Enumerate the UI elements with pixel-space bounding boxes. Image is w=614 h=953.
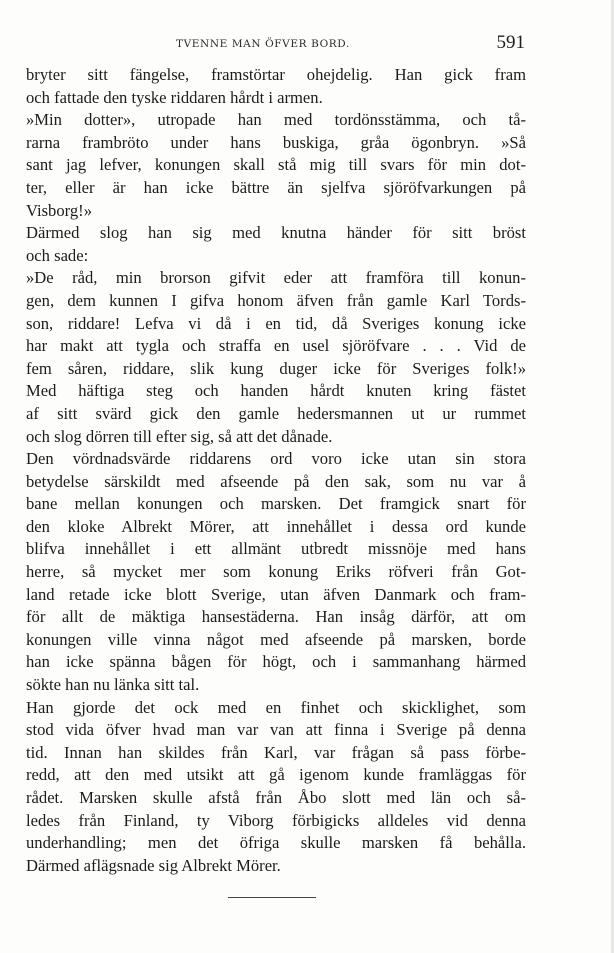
text-line: tid. Innan han skildes från Karl, var frågan så pass förbe- bbox=[26, 742, 526, 762]
text-line: Visborg!» bbox=[26, 200, 92, 220]
page-number: 591 bbox=[496, 32, 525, 53]
text-line: af sitt svärd gick den gamle hedersmannen ut ur rummet bbox=[26, 403, 526, 423]
text-line: herre, så mycket mer som konung Eriks röfveri från Got- bbox=[26, 562, 526, 582]
text-line: gen, dem kunnen I gifva honom äfven från gamle Karl Tords- bbox=[26, 290, 526, 310]
text-line: bryter sitt fängelse, framstörtar ohejdelig. Han gick fram bbox=[26, 65, 526, 84]
text-line: redd, att den med utsikt att gå igenom kunde framläggas för bbox=[26, 765, 526, 785]
text-line: Han gjorde det ock med en finhet och skicklighet, som bbox=[26, 697, 526, 717]
text-line: för allt de mäktiga hansestäderna. Han insåg därför, att om bbox=[26, 607, 526, 627]
text-line: han icke spänna bågen för högt, och i sammanhang härmed bbox=[26, 652, 526, 672]
text-line: bane mellan konungen och marsken. Det framgick snart för bbox=[26, 494, 526, 514]
running-title: TVENNE MAN ÖFVER BORD. bbox=[176, 38, 350, 50]
text-line: och sade: bbox=[26, 245, 89, 265]
text-line: den kloke Albrekt Mörer, att innehållet i dessa ord kunde bbox=[26, 516, 526, 536]
text-line: Därmed aflägsnade sig Albrekt Mörer. bbox=[26, 855, 281, 875]
text-line: betydelse särskildt med afseende på den sak, som nu var å bbox=[26, 471, 526, 491]
text-line: fem såren, riddare, slik kung duger icke för Sveriges folk!» bbox=[26, 358, 526, 378]
text-line: »Min dotter», utropade han med tordönsstämma, och tå- bbox=[26, 110, 526, 130]
text-line: har makt att tygla och straffa en usel sjöröfvare . . . Vid de bbox=[26, 336, 526, 356]
text-line: son, riddare! Lefva vi då i en tid, då Sveriges konung icke bbox=[26, 313, 526, 333]
text-line: ter, eller är han icke bättre än sjelfva sjöröfvarkungen på bbox=[26, 177, 526, 197]
text-line: ledes från Finland, ty Viborg förbigicks alldeles vid denna bbox=[26, 810, 526, 830]
text-line: underhandling; men det öfriga skulle marsken få behålla. bbox=[26, 833, 526, 853]
text-line: Den vördnadsvärde riddarens ord voro icke utan sin stora bbox=[26, 449, 526, 469]
page-header bbox=[26, 32, 526, 56]
text-line: rådet. Marsken skulle afstå från Åbo slott med län och så- bbox=[26, 788, 526, 807]
text-line: och slog dörren till efter sig, så att det dånade. bbox=[26, 426, 333, 446]
text-line: rarna frambröto under hans buskiga, gråa ögonbryn. »Så bbox=[26, 132, 526, 152]
text-line: land retade icke blott Sverige, utan äfven Danmark och fram- bbox=[26, 584, 526, 604]
text-line: Därmed slog han sig med knutna händer för sitt bröst bbox=[26, 223, 526, 243]
text-line: »De råd, min brorson gifvit eder att framföra till konun- bbox=[26, 268, 526, 288]
section-end-rule bbox=[228, 897, 316, 898]
text-line: Med häftiga steg och handen hårdt knuten kring fästet bbox=[26, 381, 526, 401]
text-line: sökte han nu länka sitt tal. bbox=[26, 675, 200, 695]
text-line: och fattade den tyske riddaren hårdt i armen. bbox=[26, 87, 323, 107]
text-line: konungen ville vinna något med afseende på marsken, borde bbox=[26, 629, 526, 649]
text-line: blifva innehållet i ett allmänt utbredt missnöje med hans bbox=[26, 539, 526, 559]
body-text bbox=[26, 64, 526, 877]
text-line: stod vida öfver hvad man var van att finna i Sverige på denna bbox=[26, 720, 526, 740]
text-line: sant jag lefver, konungen skall stå mig till svars för min dot- bbox=[26, 155, 526, 175]
